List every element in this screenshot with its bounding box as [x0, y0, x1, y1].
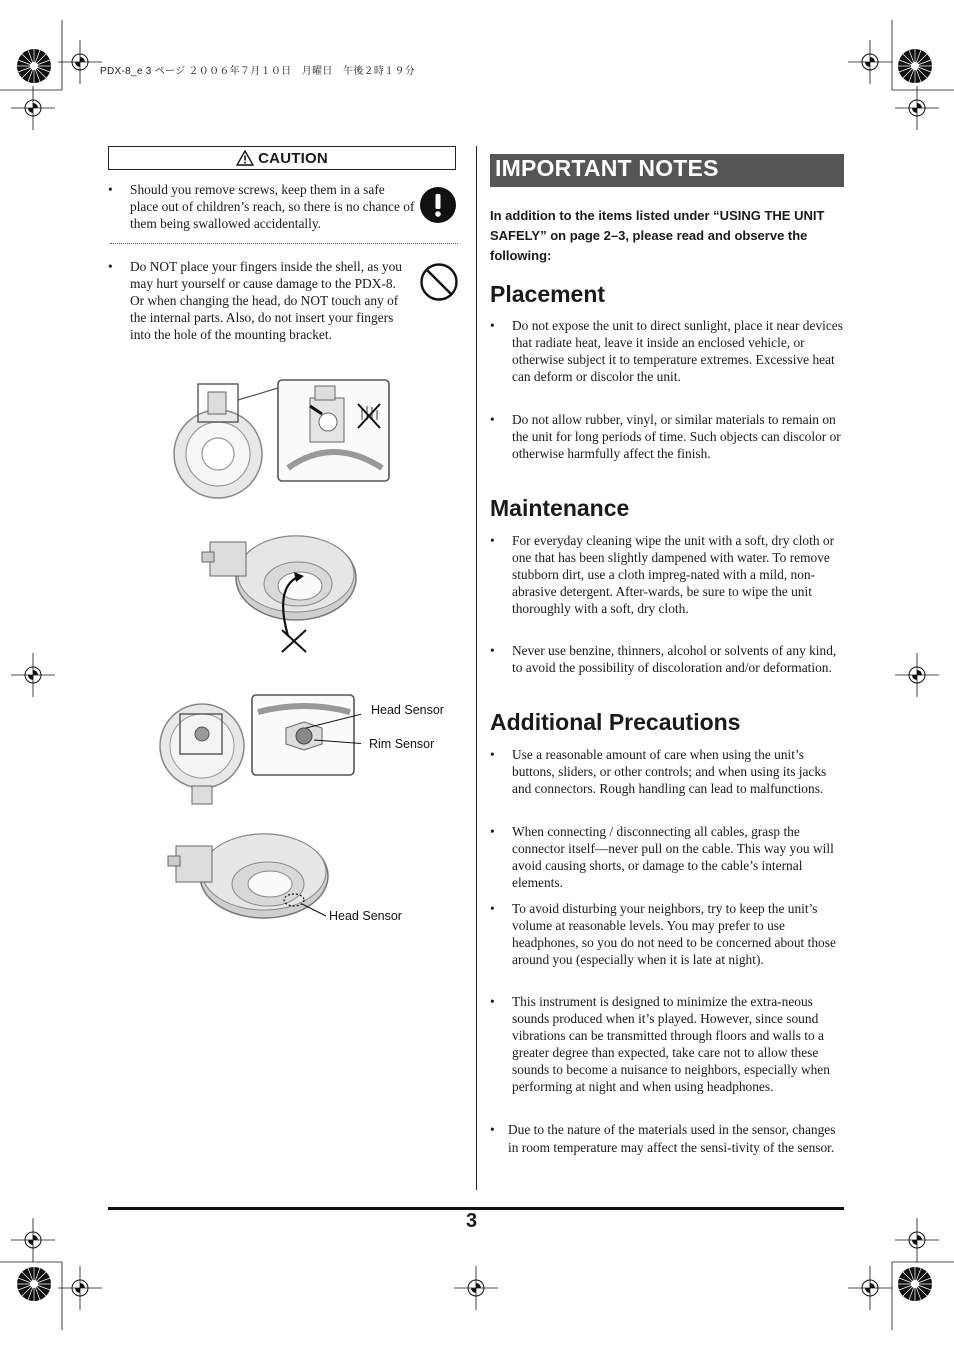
- mandatory-action-icon: [419, 186, 457, 224]
- maintenance-item-solvents: • Never use benzine, thinners, alcohol or solvents of any kind, to avoid the possibility of discoloration and/or deformation.: [490, 643, 837, 675]
- maintenance-item-cleaning: • For everyday cleaning wipe the unit with a soft, dry cloth or one that has been slightly dampened with water. To remove stubborn dirt, use a cloth impreg-nated with a mild, non-abrasive detergent. After-wards, be sure to wipe the unit thoroughly with a soft, dry cloth.: [490, 533, 835, 616]
- caution-item-text: Do NOT place your fingers inside the shell, as you may hurt yourself or cause damage to the PDX-8. Or when changing the head, do NOT touch any of the internal parts. Also, do not insert your fingers into the hole of the mounting bracket.: [130, 259, 402, 342]
- caution-label: CAUTION: [258, 149, 328, 167]
- crosshair-mark: [11, 653, 55, 697]
- precaution-item-cables: • When connecting / disconnecting all cables, grasp the connector itself—never pull on the cable. This way you will avoid causing shorts, or damage to the cable’s internal elements.: [490, 824, 834, 890]
- crosshair-mark: [895, 1218, 939, 1262]
- intro-paragraph: In addition to the items listed under “USING THE UNIT SAFELY” on page 2–3, please read and observe the following:: [490, 208, 825, 263]
- burst-mark-bottom-right: [898, 1267, 932, 1301]
- placement-item-heat: • Do not expose the unit to direct sunlight, place it near devices that radiate heat, leave it inside an enclosed vehicle, or otherwise subject it to temperature extremes. Excessive heat can deform or discolor the unit.: [490, 318, 843, 384]
- print-header-line: PDX-8_e 3 ページ ２００６年７月１０日 月曜日 午後２時１９分: [100, 66, 416, 77]
- burst-mark-top-right: [898, 49, 932, 83]
- no-touch-hand-icon: [282, 630, 306, 652]
- warning-triangle-icon: [236, 150, 254, 166]
- crosshair-mark: [58, 1266, 102, 1310]
- crosshair-mark: [454, 1266, 498, 1310]
- column-divider: [476, 146, 477, 1190]
- list-item-text: To avoid disturbing your neighbors, try to keep the unit’s volume at reasonable levels. You may prefer to use headphones, so you do not need to be concerned about those around you (especially when it is late at night).: [512, 901, 836, 967]
- burst-mark-bottom-left: [17, 1267, 51, 1301]
- important-notes-heading: [490, 154, 844, 187]
- precaution-item-temperature: • Due to the nature of the materials used in the sensor, changes in room temperature may affect the sensi-tivity of the sensor.: [490, 1122, 836, 1155]
- sensor-top-view-illustration: [156, 692, 361, 812]
- list-item-text: Use a reasonable amount of care when using the unit’s buttons, sliders, or other controls; and when using its jacks and connectors. Rough handling can lead to malfunctions.: [512, 747, 827, 796]
- important-notes-title: IMPORTANT NOTES: [495, 155, 719, 181]
- list-item-text: This instrument is designed to minimize the extra-neous sounds produced when it’s played. However, since sound vibrations can be transmitted through floors and walls to a greater degree than expected, take care not to allow these sounds to become a nuisance to neighbors, especially when performing at night and when using headphones.: [512, 994, 830, 1094]
- pad-perspective-illustration: [196, 516, 366, 656]
- caution-item-text: Should you remove screws, keep them in a safe place out of children’s reach, so there is no chance of them being swallowed accidentally.: [130, 182, 415, 231]
- page-number: 3: [466, 1210, 478, 1232]
- caution-item-screws: • Should you remove screws, keep them in a safe place out of children’s reach, so there is no chance of them being swallowed accidentally.: [108, 182, 415, 231]
- placement-title: Placement: [490, 281, 606, 307]
- prohibited-icon: [419, 262, 459, 302]
- burst-mark-top-left: [17, 49, 51, 83]
- list-item-text: When connecting / disconnecting all cables, grasp the connector itself—never pull on the cable. This way you will avoid causing shorts, or damage to the cable’s internal elements.: [512, 824, 834, 890]
- caution-divider: [110, 243, 458, 244]
- crosshair-mark: [11, 86, 55, 130]
- head-sensor-bottom-caption: Head Sensor: [329, 909, 402, 923]
- precaution-item-neighbors: • To avoid disturbing your neighbors, try to keep the unit’s volume at reasonable levels. You may prefer to use headphones, so you do not need to be concerned about those around you (especially when it is late at night).: [490, 901, 836, 967]
- maintenance-title: Maintenance: [490, 495, 630, 521]
- caution-box: [108, 146, 456, 170]
- crosshair-mark: [895, 653, 939, 697]
- crosshair-mark: [895, 86, 939, 130]
- crosshair-mark: [848, 40, 892, 84]
- list-item-text: Do not allow rubber, vinyl, or similar materials to remain on the unit for long periods of time. Such objects can discolor or otherwise harmfully affect the finish.: [512, 412, 841, 461]
- precaution-item-vibrations: • This instrument is designed to minimize the extra-neous sounds produced when it’s played. However, since sound vibrations can be transmitted through floors and walls to a greater degree than expected, take care not to allow these sounds to become a nuisance to neighbors, especially when performing at night and when using headphones.: [490, 994, 830, 1094]
- crosshair-mark: [848, 1266, 892, 1310]
- sensor-perspective-illustration: [164, 822, 334, 942]
- crosshair-mark: [58, 40, 102, 84]
- placement-item-materials: • Do not allow rubber, vinyl, or similar materials to remain on the unit for long periods of time. Such objects can discolor or otherwise harmfully affect the finish.: [490, 412, 841, 461]
- list-item-text: Do not expose the unit to direct sunlight, place it near devices that radiate heat, leave it inside an enclosed vehicle, or otherwise subject it to temperature extremes. Excessive heat can deform or discolor the unit.: [512, 318, 843, 384]
- additional-precautions-title: Additional Precautions: [490, 709, 741, 735]
- precaution-item-controls: • Use a reasonable amount of care when using the unit’s buttons, sliders, or other controls; and when using its jacks and connectors. Rough handling can lead to malfunctions.: [490, 747, 827, 796]
- pad-top-view-illustration: [170, 376, 395, 501]
- list-item-text: For everyday cleaning wipe the unit with a soft, dry cloth or one that has been slightly dampened with water. To remove stubborn dirt, use a cloth impreg-nated with a mild, non-abrasive detergent. After-wards, be sure to wipe the unit thoroughly with a soft, dry cloth.: [512, 533, 835, 616]
- crosshair-mark: [11, 1218, 55, 1262]
- list-item-text: Due to the nature of the materials used in the sensor, changes in room temperature may affect the sensi-tivity of the sensor.: [508, 1122, 836, 1155]
- rim-sensor-caption: Rim Sensor: [369, 737, 435, 751]
- caution-item-fingers: • Do NOT place your fingers inside the shell, as you may hurt yourself or cause damage to the PDX-8. Or when changing the head, do NOT touch any of the internal parts. Also, do not insert your fingers into the hole of the mounting bracket.: [108, 259, 402, 342]
- head-sensor-caption: Head Sensor: [371, 703, 444, 717]
- list-item-text: Never use benzine, thinners, alcohol or solvents of any kind, to avoid the possibility of discoloration and/or deformation.: [512, 643, 837, 675]
